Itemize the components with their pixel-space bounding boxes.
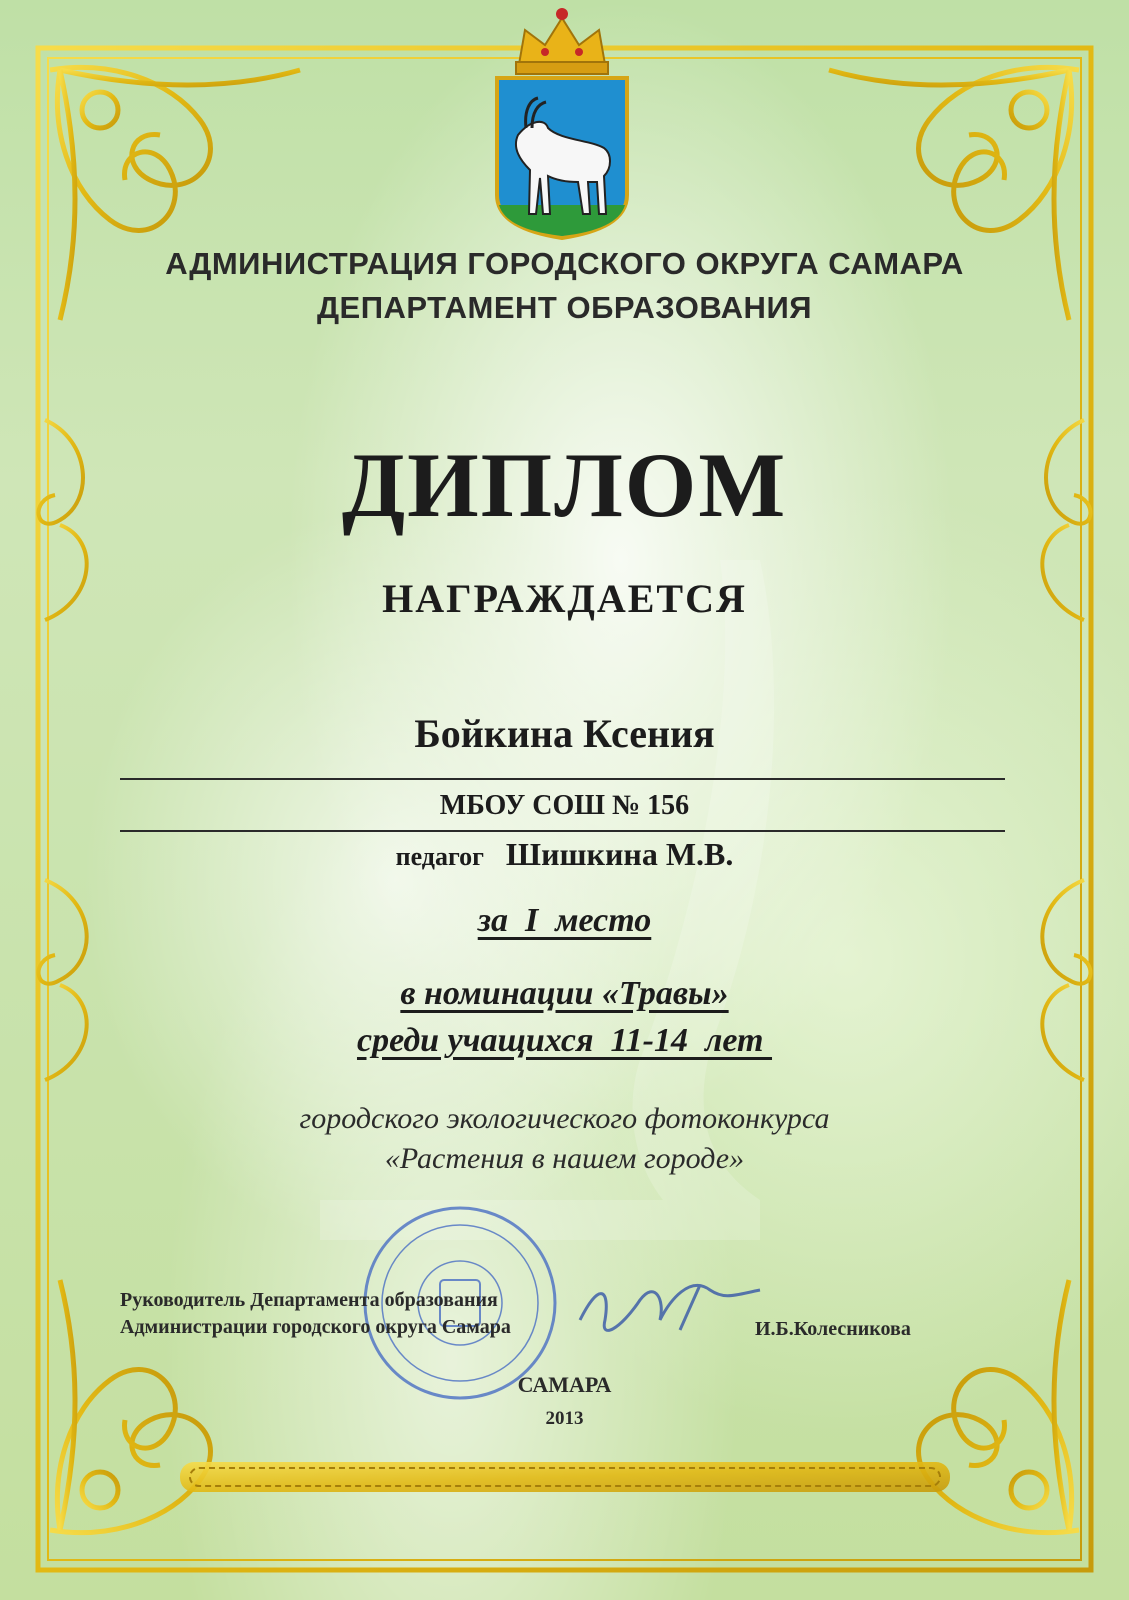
city-label: САМАРА (517, 1372, 612, 1397)
signer-name: И.Б.Колесникова (755, 1318, 911, 1340)
teacher-name: Шишкина М.В. (505, 836, 734, 872)
corner-ornament-tl (50, 67, 300, 320)
recipient-name: Бойкина Ксения (414, 711, 715, 756)
department-heading: ДЕПАРТАМЕНТ ОБРАЗОВАНИЯ (316, 290, 813, 325)
year-label: 2013 (545, 1408, 584, 1429)
diploma-title: ДИПЛОМ (341, 434, 788, 536)
nomination-text: в номинации «Травы» (400, 975, 729, 1012)
teacher-label: педагог (395, 842, 484, 871)
administration-heading: АДМИНИСТРАЦИЯ ГОРОДСКОГО ОКРУГА САМАРА (165, 246, 964, 281)
nomination-line (0, 975, 1129, 1013)
recipient-underline (120, 778, 1005, 780)
background-watermark (320, 560, 774, 1240)
school-underline (120, 830, 1005, 832)
awarded-label: НАГРАЖДАЕТСЯ (382, 576, 747, 621)
place-line (0, 902, 1129, 940)
signature-scribble (580, 1285, 760, 1330)
age-line (0, 1022, 1129, 1060)
crown-icon (516, 8, 608, 74)
signer-position-line-2: Администрации городского округа Самара (120, 1316, 511, 1338)
contest-line-2: «Растения в нашем городе» (384, 1142, 745, 1175)
school-name: МБОУ СОШ № 156 (439, 790, 690, 821)
place-text: за I место (477, 902, 652, 939)
teacher-line (0, 836, 1129, 873)
bottom-ornament-band (180, 1462, 950, 1492)
corner-ornament-tr (829, 67, 1079, 320)
signer-position (120, 1287, 511, 1341)
samara-emblem (497, 8, 627, 238)
age-group-text: среди учащихся 11-14 лет (356, 1022, 773, 1059)
signer-position-line-1: Руководитель Департамента образования (120, 1289, 498, 1311)
contest-line-1: городского экологического фотоконкурса (299, 1102, 830, 1135)
corner-ornament-br (919, 1280, 1079, 1533)
